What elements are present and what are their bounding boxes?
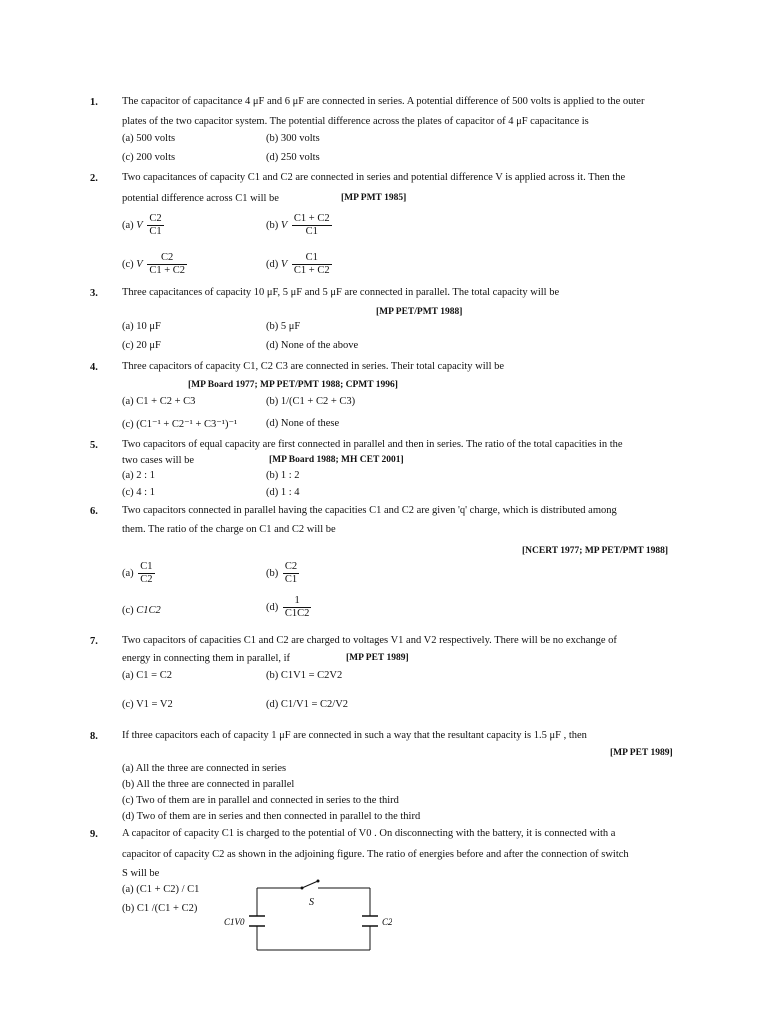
question-text-line: If three capacitors each of capacity 1 μF are connected in such a way that the resultant capacity is 1.5 μF , then xyxy=(122,730,587,741)
question-text-line: capacitor of capacity C2 as shown in the adjoining figure. The ratio of energies before and after the connection of switch xyxy=(122,849,629,860)
option-prefix: V xyxy=(280,258,288,270)
option-c xyxy=(122,605,161,616)
option-b: (b) 300 volts xyxy=(266,133,320,144)
source-tag: [MP PET 1989] xyxy=(346,653,409,663)
denominator: C1 + C2 xyxy=(293,265,330,276)
option-c xyxy=(122,252,187,277)
question-number: 4. xyxy=(90,362,98,373)
option-label: (a) xyxy=(122,567,134,579)
question-number: 1. xyxy=(90,97,98,108)
numerator: C2 xyxy=(149,213,162,224)
option-a xyxy=(122,561,155,586)
option-b: (b) All the three are connected in parallel xyxy=(122,779,295,790)
denominator: C1 + C2 xyxy=(149,265,186,276)
option-a: (a) (C1 + C2) / C1 xyxy=(122,884,200,895)
denominator: C1C2 xyxy=(284,608,310,619)
numerator: C1 xyxy=(140,561,153,572)
question-number: 6. xyxy=(90,506,98,517)
option-b: (b) 1/(C1 + C2 + C3) xyxy=(266,396,356,407)
option-prefix: V xyxy=(136,258,143,270)
option-a: (a) 500 volts xyxy=(122,133,176,144)
option-prefix: V xyxy=(280,219,288,231)
capacitor-c2-label: C2 xyxy=(382,917,392,927)
option-d: (d) 1 : 4 xyxy=(266,487,300,498)
option-a xyxy=(122,213,164,238)
option-label: (d) xyxy=(266,601,279,613)
option-label: (a) xyxy=(122,219,134,231)
question-text-line: energy in connecting them in parallel, if xyxy=(122,653,291,664)
option-a: (a) 10 μF xyxy=(122,321,161,332)
option-d: (d) Two of them are in series and then connected in parallel to the third xyxy=(122,811,421,822)
option-text: C1C2 xyxy=(136,605,161,616)
numerator: C2 xyxy=(147,252,187,265)
denominator: C1 xyxy=(305,226,318,237)
question-text-line: Two capacitors connected in parallel having the capacities C1 and C2 are given 'q' charge, which is distributed among xyxy=(122,505,617,516)
capacitor-c1-label: C1V0 xyxy=(224,917,245,927)
option-label: (c) xyxy=(122,605,134,616)
option-a: (a) C1 = C2 xyxy=(122,670,172,681)
option-d xyxy=(266,595,311,620)
question-text-line: Three capacitances of capacity 10 μF, 5 μF and 5 μF are connected in parallel. The total capacity will be xyxy=(122,287,560,298)
question-text-line: two cases will be xyxy=(122,455,195,466)
question-number: 3. xyxy=(90,288,98,299)
option-label: (b) xyxy=(266,567,279,579)
option-b: (b) C1V1 = C2V2 xyxy=(266,670,343,681)
question-number: 7. xyxy=(90,636,98,647)
circuit-diagram xyxy=(222,878,392,958)
option-d: (d) 250 volts xyxy=(266,152,320,163)
option-a: (a) C1 + C2 + C3 xyxy=(122,396,196,407)
fraction xyxy=(138,561,154,586)
option-c: (c) (C1⁻¹ + C2⁻¹ + C3⁻¹)⁻¹ xyxy=(122,419,238,430)
denominator: C2 xyxy=(140,574,153,585)
source-tag: [MP PMT 1985] xyxy=(341,193,407,203)
switch-arm xyxy=(302,881,318,888)
fraction xyxy=(283,561,299,586)
fraction xyxy=(283,595,312,620)
fraction xyxy=(292,213,332,238)
circuit-figure xyxy=(222,878,392,958)
question-number: 9. xyxy=(90,829,98,840)
question-text-line: Three capacitors of capacity C1, C2 C3 are connected in series. Their total capacity will be xyxy=(122,361,505,372)
option-b: (b) C1 /(C1 + C2) xyxy=(122,903,198,914)
question-text-line: Two capacitances of capacity C1 and C2 are connected in series and potential difference V is applied across it. Then the xyxy=(122,172,626,183)
option-d xyxy=(266,252,332,277)
question-number: 8. xyxy=(90,731,98,742)
source-tag: [MP Board 1988; MH CET 2001] xyxy=(269,455,404,465)
question-text-line: A capacitor of capacity C1 is charged to the potential of V0 . On disconnecting with the battery, it is connected with a xyxy=(122,828,616,839)
option-d: (d) C1/V1 = C2/V2 xyxy=(266,699,349,710)
fraction xyxy=(147,252,187,277)
question-number: 2. xyxy=(90,173,98,184)
switch-contact xyxy=(317,880,320,883)
question-text-line: them. The ratio of the charge on C1 and C2 will be xyxy=(122,524,336,535)
option-b: (b) 1 : 2 xyxy=(266,470,300,481)
question-number: 5. xyxy=(90,440,98,451)
option-label: (c) xyxy=(122,258,134,270)
question-text-line: Two capacitors of equal capacity are first connected in parallel and then in series. The ratio of the total capacities in the xyxy=(122,439,623,450)
option-c: (c) V1 = V2 xyxy=(122,699,173,710)
numerator: C2 xyxy=(284,561,298,572)
option-a: (a) All the three are connected in series xyxy=(122,763,287,774)
denominator: C1 xyxy=(284,574,298,585)
option-a: (a) 2 : 1 xyxy=(122,470,155,481)
option-c: (c) Two of them are in parallel and connected in series to the third xyxy=(122,795,399,806)
source-tag: [MP PET 1989] xyxy=(610,748,673,758)
numerator: C1 xyxy=(292,252,332,265)
question-text-line: S will be xyxy=(122,868,160,879)
fraction xyxy=(147,213,163,238)
option-d: (d) None of the above xyxy=(266,340,359,351)
fraction xyxy=(292,252,332,277)
source-tag: [MP PET/PMT 1988] xyxy=(376,307,463,317)
option-b xyxy=(266,561,299,586)
option-c: (c) 200 volts xyxy=(122,152,176,163)
numerator: 1 xyxy=(283,595,312,608)
numerator: C1 + C2 xyxy=(293,213,330,224)
option-b: (b) 5 μF xyxy=(266,321,301,332)
option-d: (d) None of these xyxy=(266,418,340,429)
option-prefix: V xyxy=(136,219,143,231)
question-text-line: plates of the two capacitor system. The potential difference across the plates of capacitor of 4 μF capacitance is xyxy=(122,116,589,127)
option-label: (d) xyxy=(266,258,279,270)
question-text-line: Two capacitors of capacities C1 and C2 are charged to voltages V1 and V2 respectively. There will be no exchange of xyxy=(122,635,617,646)
option-label: (b) xyxy=(266,219,279,231)
switch-label: S xyxy=(309,897,314,908)
source-tag: [MP Board 1977; MP PET/PMT 1988; CPMT 1996] xyxy=(188,380,398,390)
question-text-line: The capacitor of capacitance 4 μF and 6 μF are connected in series. A potential difference of 500 volts is applied to the outer xyxy=(122,96,645,107)
option-c: (c) 4 : 1 xyxy=(122,487,155,498)
source-tag: [NCERT 1977; MP PET/PMT 1988] xyxy=(522,546,669,556)
question-text-line: potential difference across C1 will be xyxy=(122,193,279,204)
option-b xyxy=(266,213,332,238)
denominator: C1 xyxy=(149,226,162,237)
switch-contact xyxy=(301,887,304,890)
option-c: (c) 20 μF xyxy=(122,340,161,351)
